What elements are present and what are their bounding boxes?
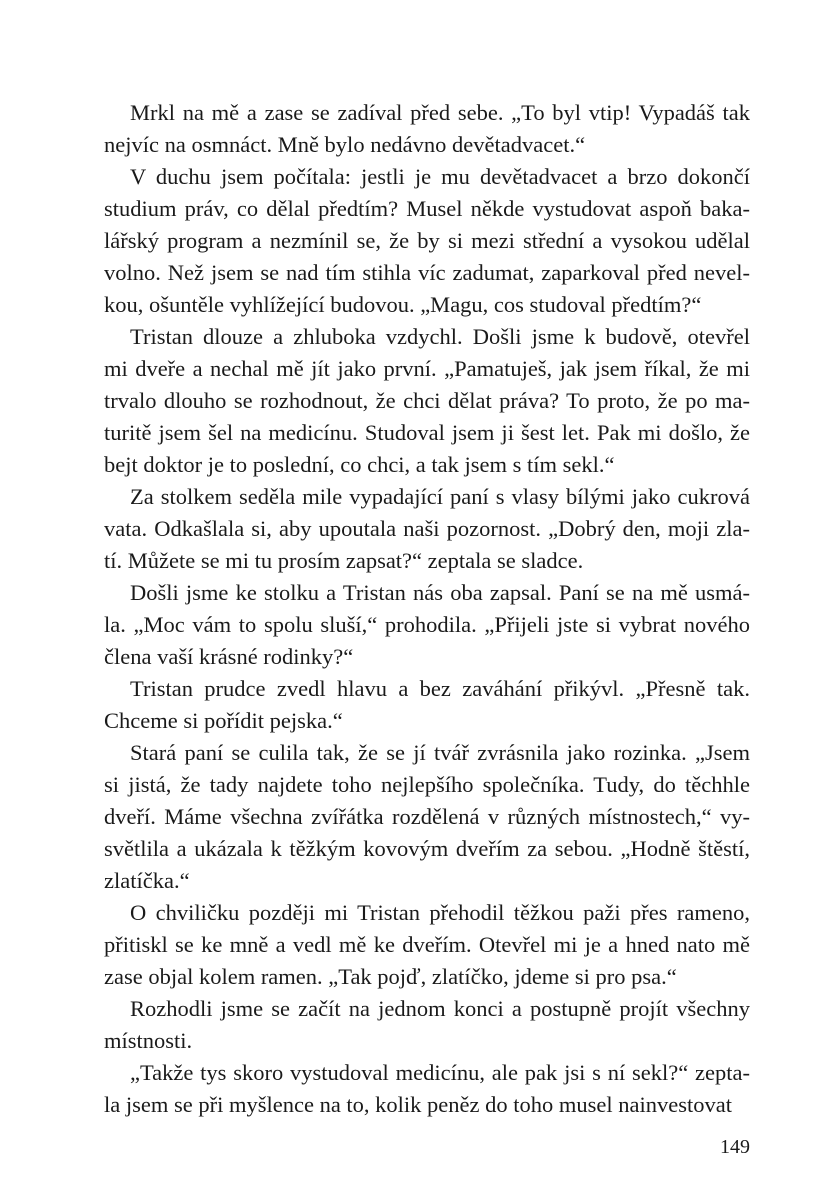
text-line: Došli jsme ke stolku a Tristan nás oba zapsal. Paní se na mě usmá- — [130, 580, 750, 605]
text-line: světlila a ukázala k těžkým kovovým dveřím za sebou. „Hodně štěstí, — [104, 836, 750, 861]
text-line: dveří. Máme všechna zvířátka rozdělená v různých místnostech,“ vy- — [104, 804, 750, 829]
text-line: Stará paní se culila tak, že se jí tvář zvrásnila jako rozinka. „Jsem — [130, 740, 750, 765]
text-line: Mrkl na mě a zase se zadíval před sebe. „To byl vtip! Vypadáš tak — [130, 100, 750, 125]
page-number: 149 — [720, 1136, 750, 1158]
text-line: Rozhodli jsme se začít na jednom konci a postupně projít všechny — [130, 996, 750, 1021]
text-line: bejt doktor je to poslední, co chci, a tak jsem s tím sekl.“ — [104, 452, 615, 477]
text-line: si jistá, že tady najdete toho nejlepšího společníka. Tudy, do těchhle — [104, 772, 750, 797]
text-line: V duchu jsem počítala: jestli je mu devětadvacet a brzo dokončí — [130, 164, 750, 189]
text-line: Za stolkem seděla mile vypadající paní s vlasy bílými jako cukrová — [130, 484, 750, 509]
text-line: la. „Moc vám to spolu sluší,“ prohodila. „Přijeli jste si vybrat nového — [104, 612, 750, 637]
text-line: zase objal kolem ramen. „Tak pojď, zlatíčko, jdeme si pro psa.“ — [104, 964, 677, 989]
text-line: volno. Než jsem se nad tím stihla víc zadumat, zaparkoval před nevel- — [104, 260, 750, 285]
text-line: la jsem se při myšlence na to, kolik peněz do toho musel nainvestovat — [104, 1092, 732, 1117]
text-line: přitiskl se ke mně a vedl mě ke dveřím. Otevřel mi je a hned nato mě — [104, 932, 750, 957]
text-line: místnosti. — [104, 1028, 193, 1053]
text-line: mi dveře a nechal mě jít jako první. „Pamatuješ, jak jsem říkal, že mi — [104, 356, 750, 381]
text-line: kou, ošuntěle vyhlížející budovou. „Magu, cos studoval předtím?“ — [104, 292, 702, 317]
text-line: trvalo dlouho se rozhodnout, že chci dělat práva? To proto, že po ma- — [104, 388, 750, 413]
text-line: O chviličku později mi Tristan přehodil těžkou paži přes rameno, — [130, 900, 750, 925]
text-line: člena vaší krásné rodinky?“ — [104, 644, 354, 669]
text-line: vata. Odkašlala si, aby upoutala naši pozornost. „Dobrý den, moji zla- — [104, 516, 750, 541]
text-line: Tristan dlouze a zhluboka vzdychl. Došli jsme k budově, otevřel — [130, 324, 750, 349]
text-line: turitě jsem šel na medicínu. Studoval jsem ji šest let. Pak mi došlo, že — [104, 420, 750, 445]
text-line: studium práv, co dělal předtím? Musel někde vystudovat aspoň baka- — [104, 196, 750, 221]
text-line: nejvíc na osmnáct. Mně bylo nedávno devětadvacet.“ — [104, 132, 586, 157]
text-line: tí. Můžete se mi tu prosím zapsat?“ zeptala se sladce. — [104, 548, 584, 573]
text-line: zlatíčka.“ — [104, 868, 190, 893]
text-line: „Takže tys skoro vystudoval medicínu, ale pak jsi s ní sekl?“ zepta- — [130, 1060, 750, 1085]
text-line: lářský program a nezmínil se, že by si mezi střední a vysokou udělal — [104, 228, 750, 253]
text-line: Chceme si pořídit pejska.“ — [104, 708, 343, 733]
text-line: Tristan prudce zvedl hlavu a bez zaváhání přikývl. „Přesně tak. — [130, 676, 750, 701]
